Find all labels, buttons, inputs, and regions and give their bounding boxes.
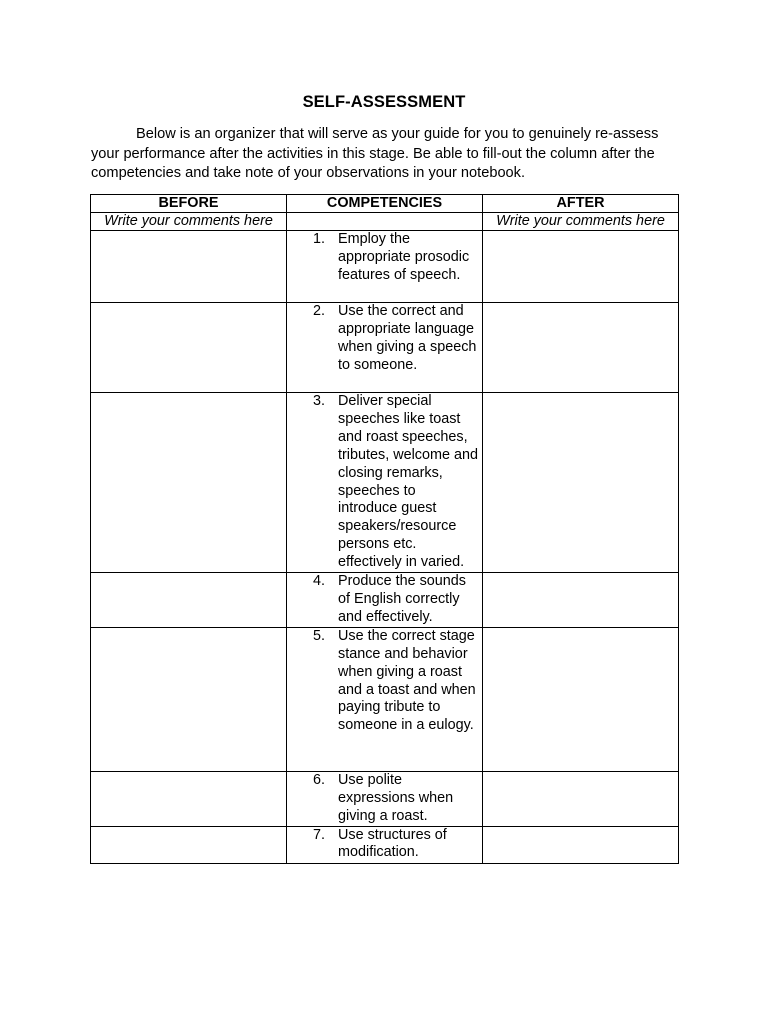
after-comment-cell[interactable]	[483, 393, 679, 573]
table-row	[91, 627, 679, 771]
competency-text: Use the correct and appropriate language when giving a speech to someone.	[338, 303, 477, 373]
competencies-hint-cell	[287, 213, 483, 231]
competency-number: 2.	[313, 303, 326, 319]
before-comment-cell[interactable]	[91, 303, 287, 393]
hint-row	[91, 213, 679, 231]
page-title: SELF-ASSESSMENT	[302, 93, 466, 111]
table-row	[91, 573, 679, 628]
competency-text: Produce the sounds of English correctly and effectively.	[338, 573, 467, 625]
after-comment-cell[interactable]	[483, 303, 679, 393]
table-row	[91, 826, 679, 863]
competency-number: 5.	[313, 627, 326, 644]
competency-cell	[287, 231, 483, 303]
self-assessment-table	[90, 194, 679, 864]
table-row	[91, 303, 679, 393]
table-row	[91, 771, 679, 826]
after-column-header: AFTER	[483, 195, 679, 213]
after-comment-cell[interactable]	[483, 573, 679, 628]
before-comment-hint[interactable]: Write your comments here	[91, 213, 287, 231]
before-comment-cell[interactable]	[91, 771, 287, 826]
competency-number: 3.	[313, 393, 326, 409]
competency-text: Use polite expressions when giving a roast.	[338, 771, 454, 824]
before-comment-cell[interactable]	[91, 573, 287, 628]
competency-cell	[287, 627, 483, 771]
competency-cell	[287, 573, 483, 628]
competency-text: Use structures of modification.	[338, 826, 447, 861]
competency-text: Deliver special speeches like toast and roast speeches, tributes, welcome and closing remarks, speeches to introduce guest speakers/resource persons etc. effectively in varied.	[338, 393, 478, 571]
competency-number: 7.	[313, 826, 326, 843]
intro-paragraph: Below is an organizer that will serve as your guide for you to genuinely re-assess your performance after the activities in this stage. Be able to fill-out the column after the competencies and take note of your observations in your notebook.	[91, 126, 659, 181]
before-column-header: BEFORE	[91, 195, 287, 213]
after-comment-cell[interactable]	[483, 771, 679, 826]
after-comment-hint[interactable]: Write your comments here	[483, 213, 679, 231]
competency-text: Employ the appropriate prosodic features of speech.	[338, 231, 470, 283]
competency-cell	[287, 303, 483, 393]
competency-number: 1.	[313, 231, 326, 247]
competency-text: Use the correct stage stance and behavior when giving a roast and a toast and when paying tribute to someone in a eulogy.	[338, 627, 476, 734]
header-row	[91, 195, 679, 213]
table-row	[91, 393, 679, 573]
before-comment-cell[interactable]	[91, 627, 287, 771]
competency-number: 6.	[313, 771, 326, 788]
before-comment-cell[interactable]	[91, 826, 287, 863]
before-comment-cell[interactable]	[91, 231, 287, 303]
competencies-column-header: COMPETENCIES	[287, 195, 483, 213]
competency-number: 4.	[313, 573, 326, 590]
after-comment-cell[interactable]	[483, 231, 679, 303]
after-comment-cell[interactable]	[483, 826, 679, 863]
competency-cell	[287, 771, 483, 826]
table-row	[91, 231, 679, 303]
after-comment-cell[interactable]	[483, 627, 679, 771]
competency-cell	[287, 393, 483, 573]
before-comment-cell[interactable]	[91, 393, 287, 573]
competency-cell	[287, 826, 483, 863]
